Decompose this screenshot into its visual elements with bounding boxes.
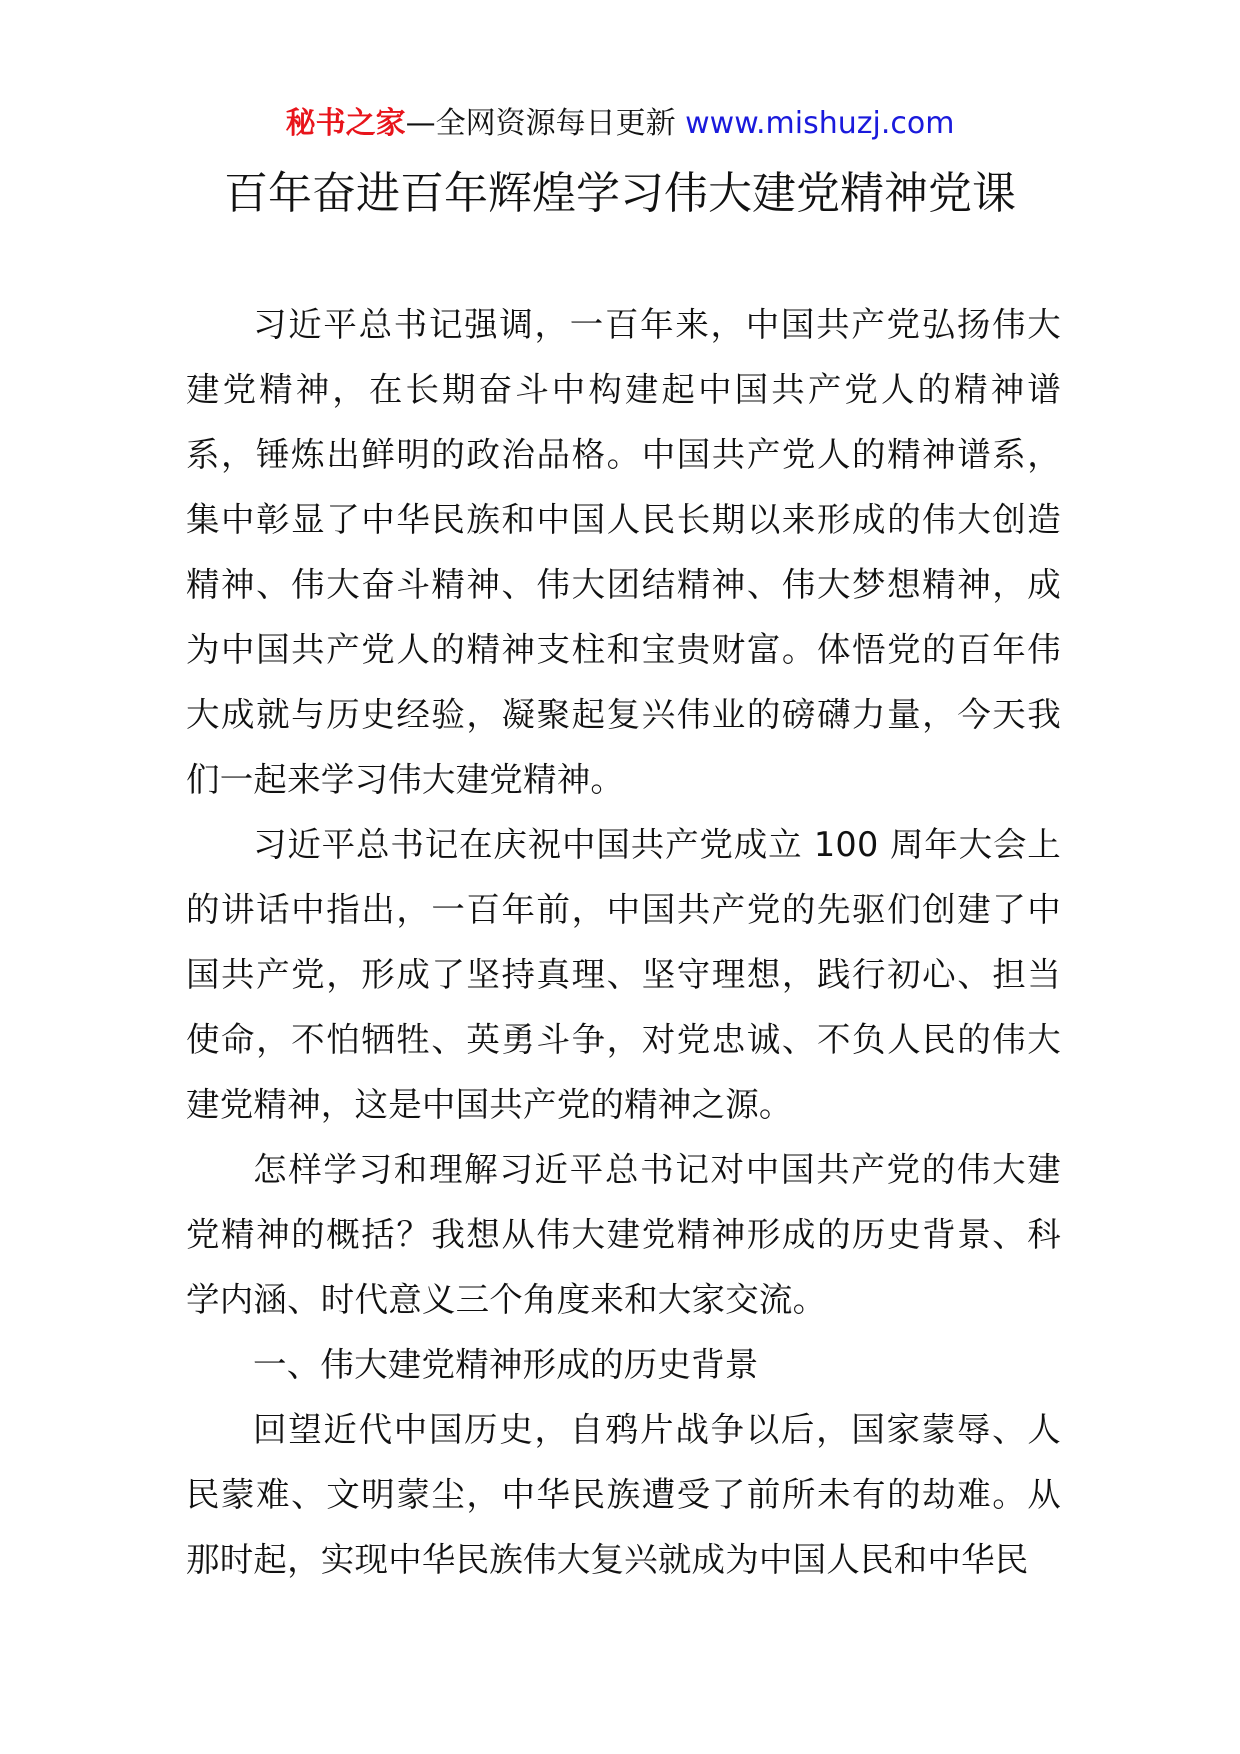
page-header [0, 104, 1240, 144]
document-title: 百年奋进百年辉煌学习伟大建党精神党课 [224, 168, 1016, 219]
header-tagline: —全网资源每日更新 [405, 106, 676, 141]
site-url-link[interactable]: www.mishuzj.com [685, 106, 955, 141]
paragraph: 习近平总书记强调，一百年来，中国共产党弘扬伟大建党精神，在长期奋斗中构建起中国共产党人的精神谱系，锤炼出鲜明的政治品格。中国共产党人的精神谱系，集中彰显了中华民族和中国人民长期以来形成的伟大创造精神、伟大奋斗精神、伟大团结精神、伟大梦想精神，成为中国共产党人的精神支柱和宝贵财富。体悟党的百年伟大成就与历史经验，凝聚起复兴伟业的磅礴力量，今天我们一起来学习伟大建党精神。 [186, 305, 1061, 799]
paragraph: 怎样学习和理解习近平总书记对中国共产党的伟大建党精神的概括？我想从伟大建党精神形成的历史背景、科学内涵、时代意义三个角度来和大家交流。 [186, 1150, 1061, 1319]
brand-name: 秘书之家 [285, 106, 406, 141]
document-body [186, 292, 1061, 1592]
paragraph: 习近平总书记在庆祝中国共产党成立 100 周年大会上的讲话中指出，一百年前，中国共产党的先驱们创建了中国共产党，形成了坚持真理、坚守理想，践行初心、担当使命，不怕牺牲、英勇斗争，对党忠诚、不负人民的伟大建党精神，这是中国共产党的精神之源。 [186, 825, 1061, 1124]
paragraph: 回望近代中国历史，自鸦片战争以后，国家蒙辱、人民蒙难、文明蒙尘，中华民族遭受了前所未有的劫难。从那时起，实现中华民族伟大复兴就成为中国人民和中华民 [186, 1410, 1061, 1579]
section-heading: 一、伟大建党精神形成的历史背景 [253, 1345, 759, 1384]
